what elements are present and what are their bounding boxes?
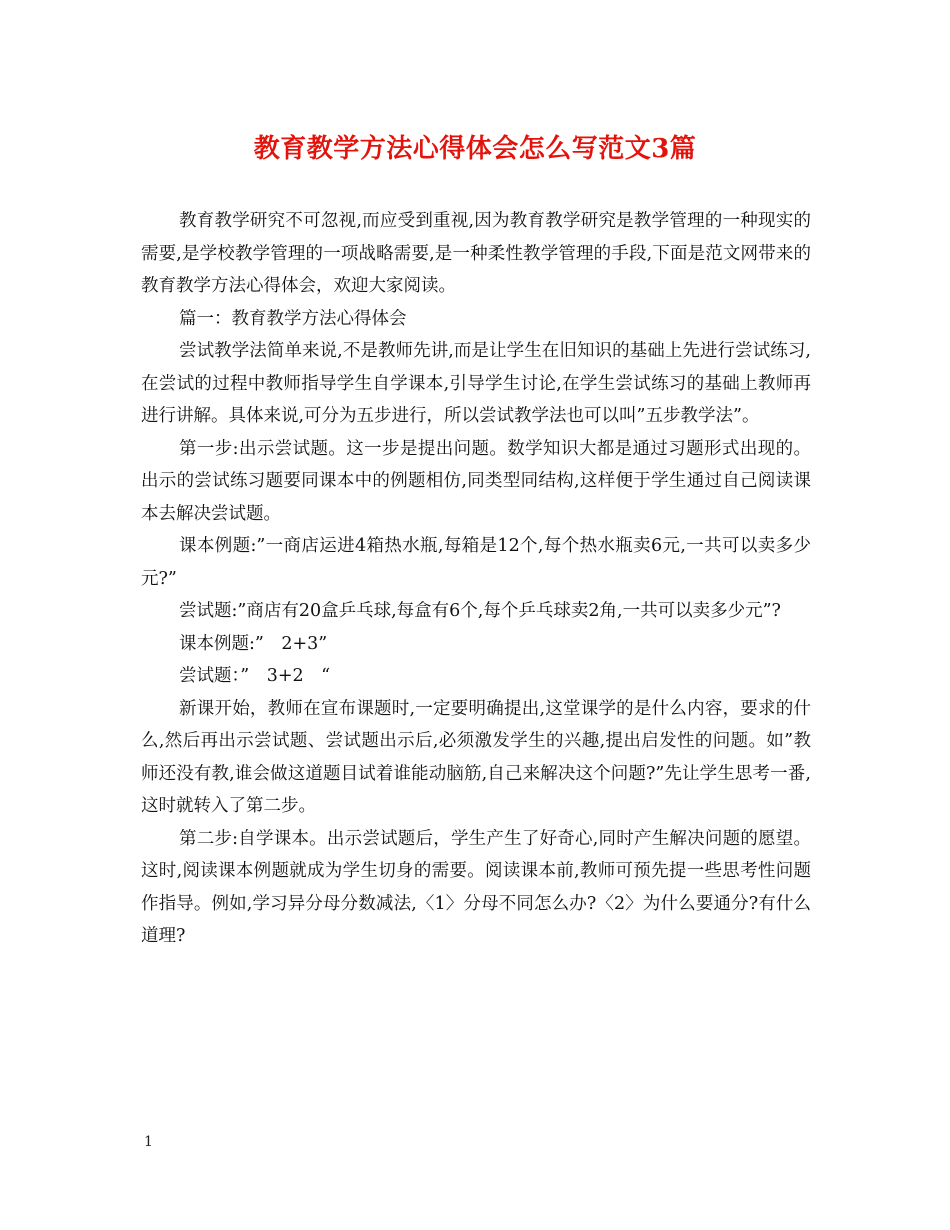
document-body xyxy=(141,205,811,953)
paragraph: 课本例题:”一商店运进4箱热水瓶,每箱是12个,每个热水瓶卖6元,一共可以卖多少元?” xyxy=(141,536,811,589)
paragraph: 新课开始，教师在宣布课题时,一定要明确提出,这堂课学的是什么内容，要求的什么,然后再出示尝试题、尝试题出示后,必须激发学生的兴趣,提出启发性的问题。如”教师还没有教,谁会做这道题目试着谁能动脑筋,自己来解决这个问题?”先让学生思考一番,这时就转入了第二步。 xyxy=(141,698,811,816)
document-title: 教育教学方法心得体会怎么写范文3篇 xyxy=(253,134,697,164)
paragraph: 第二步:自学课本。出示尝试题后，学生产生了好奇心,同时产生解决问题的愿望。这时,阅读课本例题就成为学生切身的需要。阅读课本前,教师可预先提一些思考性问题作指导。例如,学习异分母分数减法,〈1〉分母不同怎么办?〈2〉为什么要通分?有什么道理? xyxy=(141,828,811,946)
paragraph: 尝试题：” 3+2 “ xyxy=(179,666,331,686)
page-number: 1 xyxy=(144,1134,153,1150)
paragraph: 尝试题:”商店有20盒乒乓球,每盒有6个,每个乒乓球卖2角,一共可以卖多少元”? xyxy=(179,601,781,621)
paragraph-intro: 教育教学研究不可忽视,而应受到重视,因为教育教学研究是教学管理的一种现实的需要,是学校教学管理的一项战略需要,是一种柔性教学管理的手段,下面是范文网带来的教育教学方法心得体会，欢迎大家阅读。 xyxy=(141,211,811,296)
section-heading: 篇一：教育教学方法心得体会 xyxy=(179,308,407,329)
paragraph: 第一步:出示尝试题。这一步是提出问题。数学知识大都是通过习题形式出现的。出示的尝试练习题要同课本中的例题相仿,同类型同结构,这样便于学生通过自己阅读课本去解决尝试题。 xyxy=(141,438,811,524)
paragraph: 尝试教学法简单来说,不是教师先讲,而是让学生在旧知识的基础上先进行尝试练习,在尝试的过程中教师指导学生自学课本,引导学生讨论,在学生尝试练习的基础上教师再进行讲解。具体来说,可分为五步进行，所以尝试教学法也可以叫”五步教学法”。 xyxy=(141,341,811,426)
paragraph: 课本例题:” 2+3” xyxy=(179,633,328,654)
